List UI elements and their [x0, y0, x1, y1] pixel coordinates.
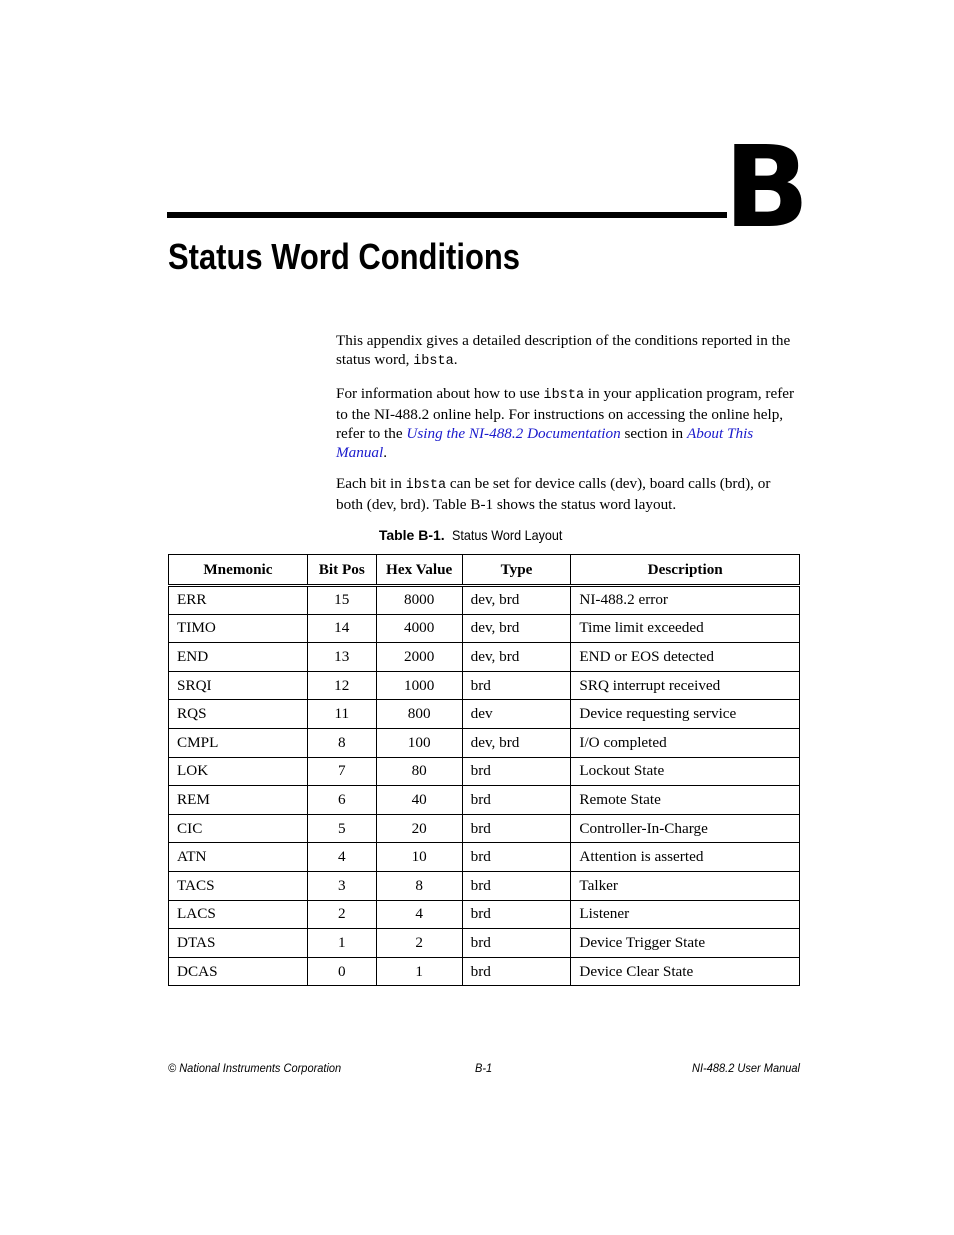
cell-type: brd — [462, 929, 571, 958]
cell-type: dev, brd — [462, 728, 571, 757]
cell-type: brd — [462, 843, 571, 872]
cell-hex-value: 2000 — [376, 643, 462, 672]
help-text-end: . — [383, 444, 388, 461]
footer-manual-title: NI-488.2 User Manual — [692, 1061, 800, 1075]
cell-description: Remote State — [571, 786, 800, 815]
cell-bit-pos: 7 — [307, 757, 376, 786]
cell-bit-pos: 15 — [307, 586, 376, 615]
cell-mnemonic: DTAS — [169, 929, 308, 958]
documentation-link[interactable]: Using the NI-488.2 Documentation — [406, 425, 621, 442]
cell-type: brd — [462, 900, 571, 929]
cell-mnemonic: LACS — [169, 900, 308, 929]
cell-hex-value: 2 — [376, 929, 462, 958]
cell-mnemonic: CMPL — [169, 728, 308, 757]
cell-hex-value: 100 — [376, 728, 462, 757]
table-row — [169, 728, 800, 757]
cell-mnemonic: CIC — [169, 814, 308, 843]
cell-mnemonic: ATN — [169, 843, 308, 872]
cell-type: dev, brd — [462, 614, 571, 643]
table-row — [169, 929, 800, 958]
cell-type: brd — [462, 814, 571, 843]
cell-type: brd — [462, 871, 571, 900]
ibsta-code: ibsta — [405, 478, 447, 493]
cell-description: END or EOS detected — [571, 643, 800, 672]
table-caption-title: Status Word Layout — [452, 527, 563, 543]
column-header: Mnemonic — [169, 555, 308, 586]
page-title: Status Word Conditions — [168, 236, 521, 277]
cell-mnemonic: TACS — [169, 871, 308, 900]
table-row — [169, 671, 800, 700]
cell-description: Device requesting service — [571, 700, 800, 729]
ibsta-code: ibsta — [543, 388, 585, 403]
cell-hex-value: 1000 — [376, 671, 462, 700]
cell-hex-value: 8 — [376, 871, 462, 900]
table-row — [169, 814, 800, 843]
table-row — [169, 843, 800, 872]
appendix-letter: B — [724, 123, 808, 253]
cell-hex-value: 800 — [376, 700, 462, 729]
intro-paragraph — [336, 331, 800, 371]
cell-hex-value: 10 — [376, 843, 462, 872]
cell-description: NI-488.2 error — [571, 586, 800, 615]
table-caption — [0, 527, 954, 543]
cell-bit-pos: 5 — [307, 814, 376, 843]
cell-mnemonic: LOK — [169, 757, 308, 786]
cell-hex-value: 1 — [376, 957, 462, 986]
cell-hex-value: 80 — [376, 757, 462, 786]
cell-description: Controller-In-Charge — [571, 814, 800, 843]
column-header: Type — [462, 555, 571, 586]
table-header-row — [169, 555, 800, 586]
status-word-table — [168, 554, 800, 986]
cell-bit-pos: 12 — [307, 671, 376, 700]
cell-bit-pos: 4 — [307, 843, 376, 872]
table-row — [169, 700, 800, 729]
cell-bit-pos: 13 — [307, 643, 376, 672]
table-row — [169, 957, 800, 986]
about-manual-link[interactable]: About This Manual — [336, 425, 754, 461]
cell-mnemonic: END — [169, 643, 308, 672]
cell-mnemonic: ERR — [169, 586, 308, 615]
cell-type: dev, brd — [462, 643, 571, 672]
cell-bit-pos: 8 — [307, 728, 376, 757]
bits-paragraph — [336, 474, 800, 514]
cell-bit-pos: 3 — [307, 871, 376, 900]
column-header: Description — [571, 555, 800, 586]
cell-mnemonic: SRQI — [169, 671, 308, 700]
cell-description: Attention is asserted — [571, 843, 800, 872]
table-body — [169, 586, 800, 986]
table-caption-number: Table B-1. — [378, 527, 445, 543]
cell-mnemonic: DCAS — [169, 957, 308, 986]
cell-description: Talker — [571, 871, 800, 900]
table-row — [169, 871, 800, 900]
column-header: Hex Value — [376, 555, 462, 586]
bits-text-b: can be set for device calls (dev), board calls (brd), or both (dev, brd). Table B-1 shows the status word layout. — [336, 475, 771, 513]
table-row — [169, 757, 800, 786]
table-row — [169, 614, 800, 643]
cell-description: Device Trigger State — [571, 929, 800, 958]
table-row — [169, 586, 800, 615]
cell-bit-pos: 11 — [307, 700, 376, 729]
footer-copyright: © National Instruments Corporation — [168, 1061, 342, 1075]
help-text-c: section in — [620, 425, 687, 442]
cell-hex-value: 40 — [376, 786, 462, 815]
chapter-rule — [167, 212, 727, 218]
ibsta-code: ibsta — [413, 354, 454, 369]
cell-description: Device Clear State — [571, 957, 800, 986]
cell-hex-value: 4 — [376, 900, 462, 929]
cell-bit-pos: 0 — [307, 957, 376, 986]
help-text-a: For information about how to use — [336, 385, 544, 402]
cell-description: I/O completed — [571, 728, 800, 757]
cell-type: brd — [462, 957, 571, 986]
cell-bit-pos: 1 — [307, 929, 376, 958]
cell-type: dev — [462, 700, 571, 729]
table-row — [169, 643, 800, 672]
cell-bit-pos: 14 — [307, 614, 376, 643]
cell-mnemonic: RQS — [169, 700, 308, 729]
cell-description: Listener — [571, 900, 800, 929]
cell-type: brd — [462, 757, 571, 786]
table-row — [169, 900, 800, 929]
help-paragraph — [336, 384, 800, 462]
intro-text: This appendix gives a detailed description of the conditions reported in the status word, — [336, 332, 791, 368]
help-text-b: in your application program, refer to the NI-488.2 online help. For instructions on accessing the online help, refer to the — [336, 385, 795, 442]
bits-text-a: Each bit in — [336, 475, 406, 492]
column-header: Bit Pos — [307, 555, 376, 586]
footer-page-number: B-1 — [475, 1061, 493, 1075]
cell-description: SRQ interrupt received — [571, 671, 800, 700]
cell-hex-value: 4000 — [376, 614, 462, 643]
intro-end: . — [453, 351, 458, 368]
cell-bit-pos: 6 — [307, 786, 376, 815]
cell-type: brd — [462, 671, 571, 700]
cell-mnemonic: TIMO — [169, 614, 308, 643]
cell-type: brd — [462, 786, 571, 815]
cell-bit-pos: 2 — [307, 900, 376, 929]
cell-hex-value: 20 — [376, 814, 462, 843]
cell-type: dev, brd — [462, 586, 571, 615]
cell-description: Time limit exceeded — [571, 614, 800, 643]
cell-hex-value: 8000 — [376, 586, 462, 615]
cell-description: Lockout State — [571, 757, 800, 786]
cell-mnemonic: REM — [169, 786, 308, 815]
table-row — [169, 786, 800, 815]
